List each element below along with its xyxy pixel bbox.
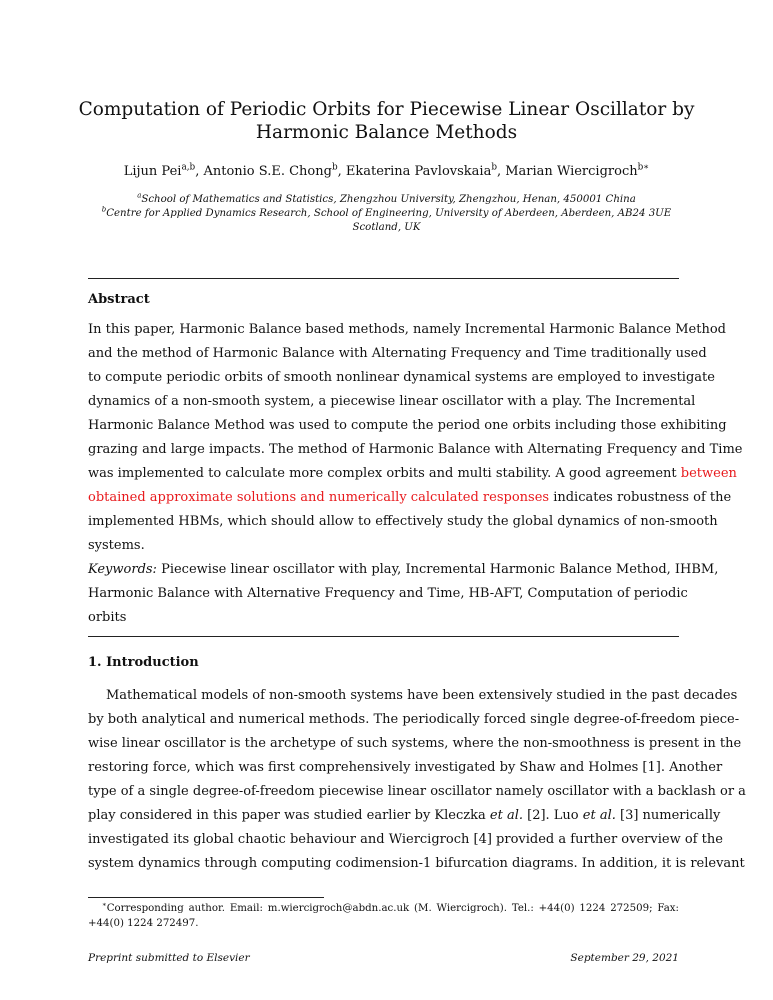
- abstract-text: was implemented to calculate more complex orbits and multi stability. A good agreement: [88, 466, 681, 481]
- author-affil-mark: a,b: [181, 162, 196, 173]
- affiliation-a: [60, 193, 713, 207]
- author-name: Lijun Pei: [123, 164, 182, 179]
- divider-bottom: [88, 636, 679, 637]
- author-affil-mark: b: [331, 162, 338, 173]
- highlighted-text: between: [680, 466, 737, 481]
- title-line-1: Computation of Periodic Orbits for Piecewise Linear Oscillator by: [78, 99, 695, 120]
- keywords-line: Harmonic Balance with Alternative Frequency and Time, HB-AFT, Computation of periodic: [88, 586, 688, 601]
- footnote-mark: ∗: [102, 900, 107, 909]
- affil-text: School of Mathematics and Statistics, Zhengzhou University, Zhengzhou, Henan, 450001 China: [141, 194, 636, 205]
- affiliations: [60, 193, 713, 235]
- abstract-line: grazing and large impacts. The method of Harmonic Balance with Alternating Frequency and Time: [88, 442, 743, 457]
- footnote-line: +44(0) 1224 272497.: [88, 918, 199, 929]
- author-affil-mark: b: [491, 162, 497, 173]
- abstract-line: and the method of Harmonic Balance with Alternating Frequency and Time traditionally used: [88, 346, 707, 361]
- intro-line: type of a single degree-of-freedom piecewise linear oscillator namely oscillator with a backlash or a: [88, 784, 746, 799]
- intro-line: by both analytical and numerical methods. The periodically forced single degree-of-freedom piece-: [88, 712, 740, 727]
- abstract-line: dynamics of a non-smooth system, a piecewise linear oscillator with a play. The Incremental: [88, 394, 696, 409]
- abstract-body: [88, 318, 743, 630]
- preprint-note: Preprint submitted to Elsevier: [88, 952, 250, 964]
- section-heading: 1. Introduction: [88, 655, 199, 670]
- author-name: Marian Wiercigroch: [505, 164, 638, 179]
- affil-text: Centre for Applied Dynamics Research, School of Engineering, University of Aberdeen, Aberdeen, AB24 3UE: [106, 208, 672, 219]
- intro-italic: et al.: [489, 808, 523, 823]
- affiliation-b: [60, 207, 713, 221]
- paper-title: [60, 98, 713, 144]
- intro-line: system dynamics through computing codimension-1 bifurcation diagrams. In addition, it is relevant: [88, 856, 745, 871]
- intro-line: [88, 804, 721, 828]
- footnote-text: Corresponding author. Email: m.wiercigroch@abdn.ac.uk (M. Wiercigroch). Tel.: +44(0) 1224 272509; Fax:: [106, 903, 679, 914]
- keywords-line: orbits: [88, 610, 127, 625]
- footnote: [88, 901, 679, 931]
- abstract-line: implemented HBMs, which should allow to effectively study the global dynamics of non-smooth: [88, 514, 718, 529]
- abstract-line: [88, 486, 732, 510]
- intro-line: investigated its global chaotic behaviour and Wiercigroch [4] provided a further overview of the: [88, 832, 723, 847]
- intro-italic: et al.: [582, 808, 616, 823]
- keywords-line: [88, 558, 719, 582]
- author-affil-mark: b∗: [637, 162, 650, 173]
- footnote-line: [88, 901, 679, 916]
- abstract-line: Harmonic Balance Method was used to compute the period one orbits including those exhibiting: [88, 418, 727, 433]
- intro-text: play considered in this paper was studied earlier by Kleczka: [88, 808, 490, 823]
- abstract-line: [88, 462, 737, 486]
- abstract-heading: Abstract: [88, 292, 150, 307]
- highlighted-text: obtained approximate solutions and numerically calculated responses: [88, 490, 550, 505]
- author-name: Antonio S.E. Chong: [203, 164, 332, 179]
- affil-mark: a: [137, 191, 142, 200]
- divider-top: [88, 278, 679, 279]
- introduction-body: [88, 684, 746, 876]
- date: September 29, 2021: [570, 952, 679, 964]
- author-name: Ekaterina Pavlovskaia: [345, 164, 492, 179]
- intro-line: restoring force, which was first comprehensively investigated by Shaw and Holmes [1]. Another: [88, 760, 723, 775]
- intro-text: Mathematical models of non-smooth systems have been extensively studied in the past decades: [106, 688, 738, 703]
- author-list: Lijun Pei$^{a,b}$, Antonio S.E. Chong$^b$, Ekaterina Pavlovskaia$^b$, Marian Wiercigroch$^{b∗}$: [123, 162, 650, 179]
- intro-text: [3] numerically: [615, 808, 721, 823]
- title-line-2: Harmonic Balance Methods: [255, 122, 518, 143]
- abstract-line: to compute periodic orbits of smooth nonlinear dynamical systems are employed to investigate: [88, 370, 715, 385]
- keywords-label: Keywords:: [88, 562, 157, 577]
- intro-text: [2]. Luo: [522, 808, 583, 823]
- abstract-line: In this paper, Harmonic Balance based methods, namely Incremental Harmonic Balance Method: [88, 322, 726, 337]
- footnote-rule: [88, 897, 324, 898]
- intro-line: wise linear oscillator is the archetype of such systems, where the non-smoothness is present in the: [88, 736, 742, 751]
- abstract-line: systems.: [88, 538, 145, 553]
- abstract-text: indicates robustness of the: [549, 490, 732, 505]
- keywords-text: Piecewise linear oscillator with play, Incremental Harmonic Balance Method, IHBM,: [156, 562, 719, 577]
- affiliation-b-continued: Scotland, UK: [352, 222, 421, 233]
- intro-line: [88, 684, 738, 708]
- affil-mark: b: [101, 205, 107, 214]
